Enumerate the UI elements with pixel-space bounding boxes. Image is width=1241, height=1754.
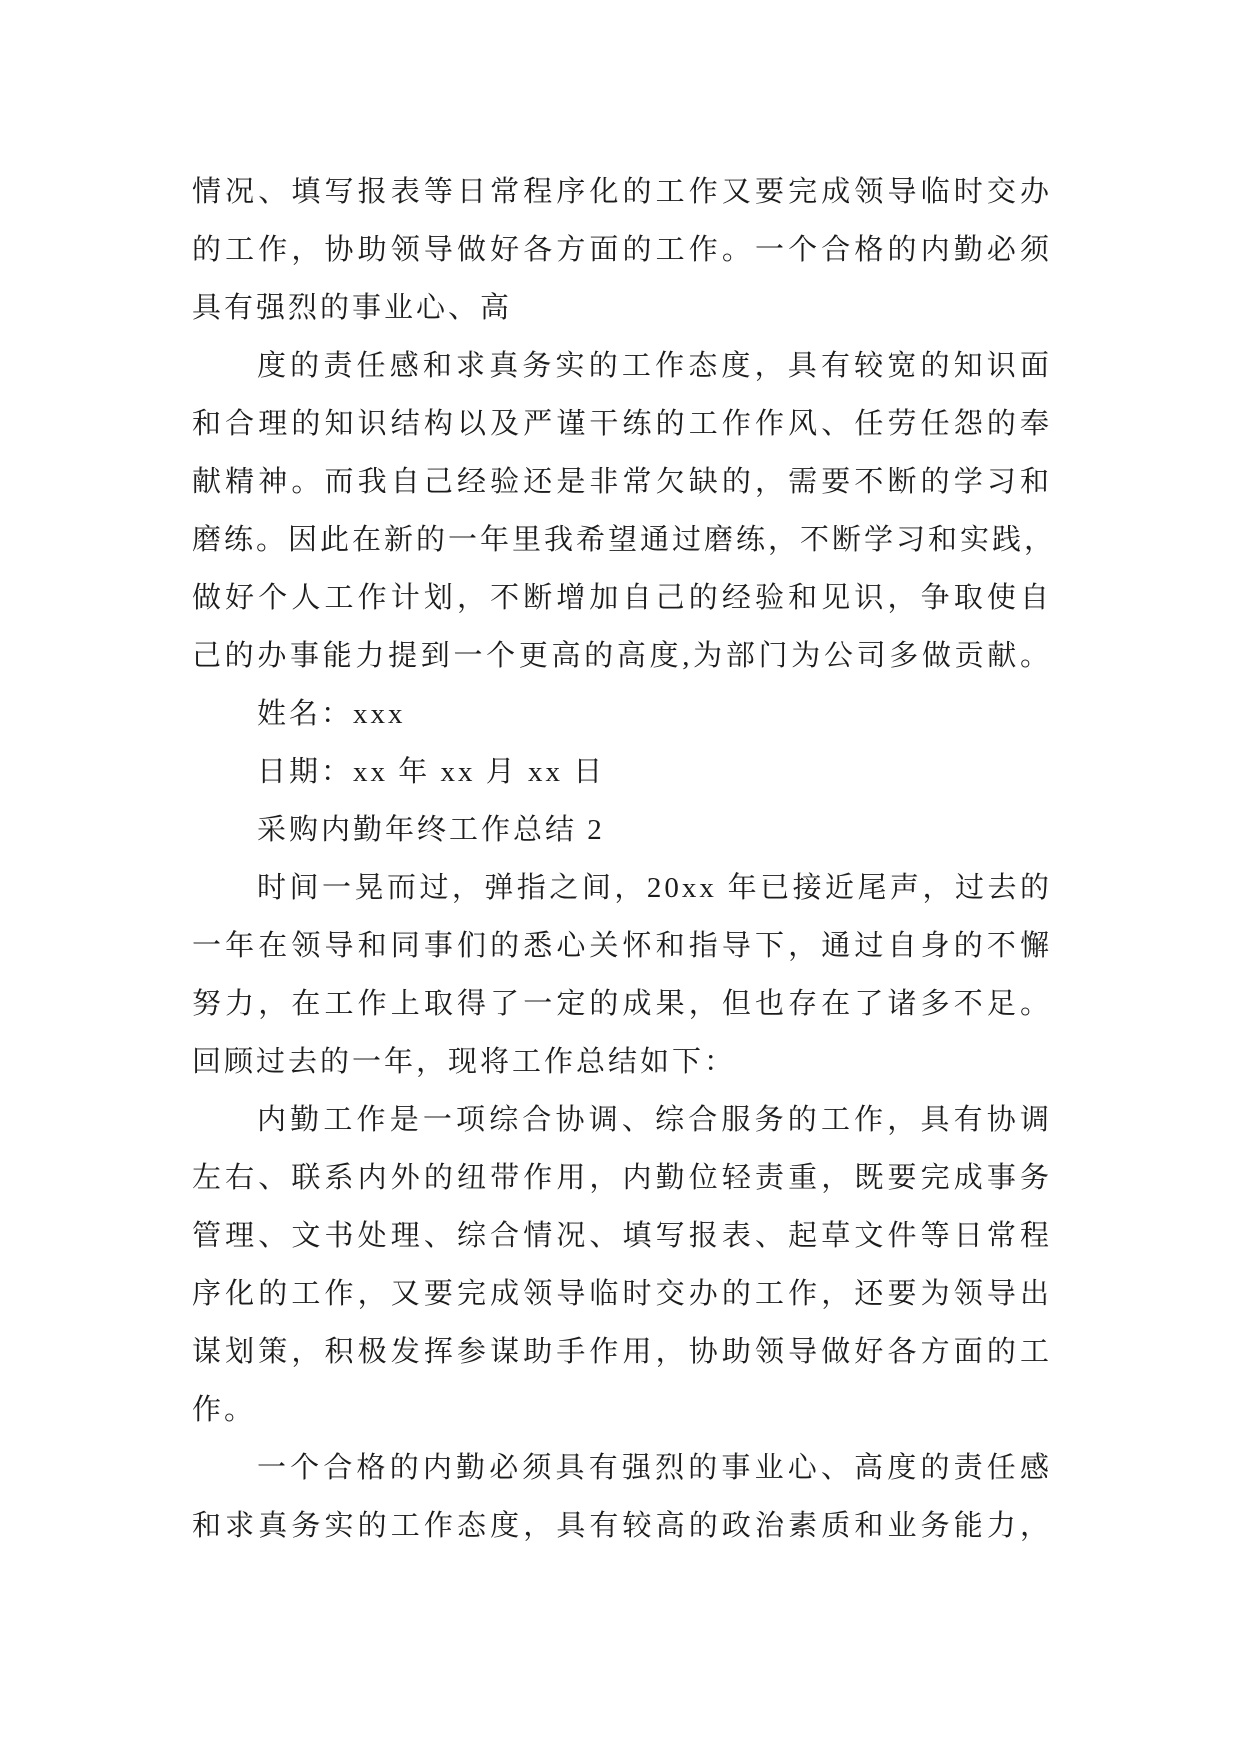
text-line: 回顾过去的一年，现将工作总结如下： — [192, 1046, 737, 1078]
text-line: 和合理的知识结构以及严谨干练的工作作风、任劳任怨的奉 — [192, 408, 1052, 440]
section-title — [192, 801, 1052, 859]
text-line: 情况、填写报表等日常程序化的工作又要完成领导临时交办 — [192, 176, 1052, 208]
text-line: 做好个人工作计划，不断增加自己的经验和见识，争取使自 — [192, 582, 1052, 614]
text-line: 时间一晃而过，弹指之间，20xx 年已接近尾声，过去的 — [257, 872, 1052, 904]
text-line: 序化的工作，又要完成领导临时交办的工作，还要为领导出 — [192, 1278, 1052, 1310]
name-field: 姓名：xxx — [257, 698, 406, 730]
paragraph — [192, 1091, 1052, 1439]
paragraph — [192, 337, 1057, 685]
text-line: 内勤工作是一项综合协调、综合服务的工作，具有协调 — [257, 1104, 1052, 1136]
text-line: 管理、文书处理、综合情况、填写报表、起草文件等日常程 — [192, 1220, 1052, 1252]
paragraph — [192, 1439, 1052, 1555]
text-line: 具有强烈的事业心、高 — [192, 292, 513, 324]
paragraph-continued — [192, 163, 1052, 337]
text-line: 谋划策，积极发挥参谋助手作用，协助领导做好各方面的工 — [192, 1336, 1052, 1368]
text-line: 磨练。因此在新的一年里我希望通过磨练，不断学习和实践， — [192, 524, 1057, 556]
text-line: 左右、联系内外的纽带作用，内勤位轻责重，既要完成事务 — [192, 1162, 1052, 1194]
text-line: 的工作，协助领导做好各方面的工作。一个合格的内勤必须 — [192, 234, 1052, 266]
signature-date — [192, 743, 1052, 801]
text-line: 己的办事能力提到一个更高的高度,为部门为公司多做贡献。 — [192, 640, 1052, 672]
text-line: 一个合格的内勤必须具有强烈的事业心、高度的责任感 — [257, 1452, 1052, 1484]
text-line: 努力，在工作上取得了一定的成果，但也存在了诸多不足。 — [192, 988, 1052, 1020]
section-title-text: 采购内勤年终工作总结 2 — [257, 814, 605, 846]
document-body — [192, 163, 1057, 1555]
text-line: 度的责任感和求真务实的工作态度，具有较宽的知识面 — [257, 350, 1052, 382]
date-field: 日期：xx 年 xx 月 xx 日 — [257, 756, 606, 788]
text-line: 献精神。而我自己经验还是非常欠缺的，需要不断的学习和 — [192, 466, 1052, 498]
text-line: 作。 — [192, 1394, 257, 1426]
text-line: 一年在领导和同事们的悉心关怀和指导下，通过自身的不懈 — [192, 930, 1052, 962]
text-line: 和求真务实的工作态度，具有较高的政治素质和业务能力， — [192, 1510, 1052, 1542]
paragraph — [192, 859, 1052, 1091]
signature-name — [192, 685, 1052, 743]
